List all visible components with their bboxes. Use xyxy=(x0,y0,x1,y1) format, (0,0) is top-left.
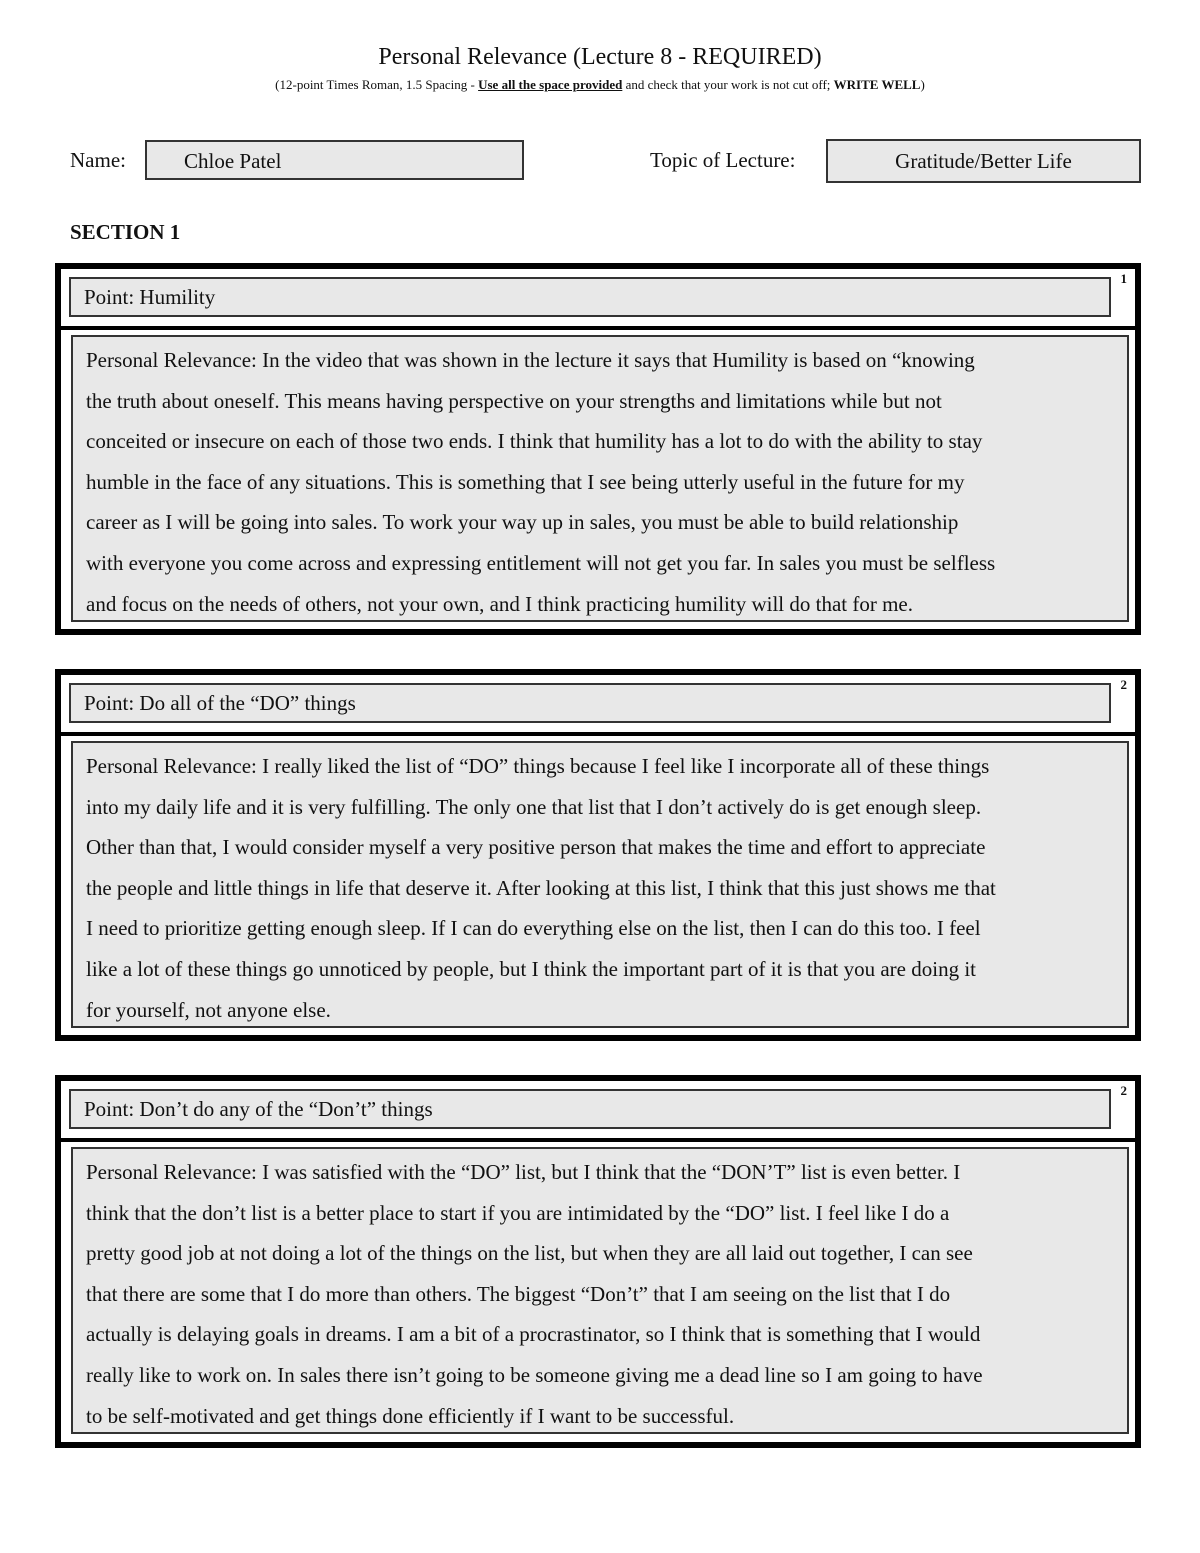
point-number: 2 xyxy=(1120,677,1127,692)
point-card xyxy=(55,1075,1141,1448)
relevance-line: and focus on the needs of others, not your own, and I think practicing humility will do that for me. xyxy=(86,591,913,616)
point-field[interactable]: Point: Don’t do any of the “Don’t” things xyxy=(69,1089,1111,1129)
name-field[interactable]: Chloe Patel xyxy=(145,140,524,180)
instructions-text: (12-point Times Roman, 1.5 Spacing - xyxy=(275,77,479,92)
relevance-line: career as I will be going into sales. To work your way up in sales, you must be able to build relationship xyxy=(86,510,959,535)
card-divider xyxy=(61,1138,1135,1142)
point-number: 2 xyxy=(1120,1083,1127,1098)
topic-field[interactable]: Gratitude/Better Life xyxy=(826,139,1141,183)
relevance-field[interactable] xyxy=(71,335,1129,622)
relevance-line: the truth about oneself. This means having perspective on your strengths and limitations while but not xyxy=(86,388,942,413)
name-label: Name: xyxy=(70,148,126,172)
relevance-line: conceited or insecure on each of those two ends. I think that humility has a lot to do with the ability to stay xyxy=(86,429,983,454)
page-instructions xyxy=(0,77,1200,93)
topic-label: Topic of Lecture: xyxy=(650,148,796,172)
relevance-field[interactable] xyxy=(71,1147,1129,1434)
relevance-line: Personal Relevance: I was satisfied with the “DO” list, but I think that the “DON’T” list is even better. I xyxy=(86,1160,961,1184)
relevance-line: humble in the face of any situations. This is something that I see being utterly useful in the future for my xyxy=(86,469,965,494)
instructions-text-middle: and check that your work is not cut off; xyxy=(622,77,834,92)
card-divider xyxy=(61,326,1135,330)
relevance-line: I need to prioritize getting enough sleep. If I can do everything else on the list, then I can do this too. I feel xyxy=(86,916,981,941)
relevance-line: to be self-motivated and get things done efficiently if I want to be successful. xyxy=(86,1403,735,1428)
relevance-line: the people and little things in life that deserve it. After looking at this list, I think that this just shows me that xyxy=(86,875,996,900)
instructions-strong: WRITE WELL xyxy=(833,77,921,92)
point-field[interactable]: Point: Humility xyxy=(69,277,1111,317)
relevance-line: for yourself, not anyone else. xyxy=(86,997,331,1022)
relevance-line: like a lot of these things go unnoticed by people, but I think the important part of it is that you are doing it xyxy=(86,956,976,981)
relevance-line: that there are some that I do more than others. The biggest “Don’t” that I am seeing on the list that I do xyxy=(86,1281,951,1306)
point-card xyxy=(55,669,1141,1041)
point-number: 1 xyxy=(1120,271,1127,286)
relevance-line: pretty good job at not doing a lot of the things on the list, but when they are all laid out together, I can see xyxy=(86,1241,973,1266)
instructions-emphasis: Use all the space provided xyxy=(478,77,623,92)
page-title: Personal Relevance (Lecture 8 - REQUIRED) xyxy=(378,44,822,70)
section-heading: SECTION 1 xyxy=(70,220,181,244)
relevance-line: into my daily life and it is very fulfilling. The only one that list that I don’t actively do is get enough sleep. xyxy=(86,794,982,819)
relevance-line: think that the don’t list is a better place to start if you are intimidated by the “DO” list. I feel like I do a xyxy=(86,1200,950,1225)
card-divider xyxy=(61,732,1135,736)
relevance-line: Personal Relevance: In the video that was shown in the lecture it says that Humility is based on “knowing xyxy=(86,348,975,372)
relevance-field[interactable] xyxy=(71,741,1129,1028)
point-card xyxy=(55,263,1141,635)
relevance-line: Other than that, I would consider myself a very positive person that makes the time and effort to appreciate xyxy=(86,835,986,860)
instructions-text-end: ) xyxy=(920,77,925,92)
relevance-line: actually is delaying goals in dreams. I am a bit of a procrastinator, so I think that is something that I would xyxy=(86,1322,981,1347)
relevance-line: really like to work on. In sales there isn’t going to be someone giving me a dead line so I am going to have xyxy=(86,1362,983,1387)
point-field[interactable]: Point: Do all of the “DO” things xyxy=(69,683,1111,723)
relevance-line: with everyone you come across and expressing entitlement will not get you far. In sales you must be selfless xyxy=(86,550,996,575)
relevance-line: Personal Relevance: I really liked the list of “DO” things because I feel like I incorporate all of these things xyxy=(86,754,990,778)
